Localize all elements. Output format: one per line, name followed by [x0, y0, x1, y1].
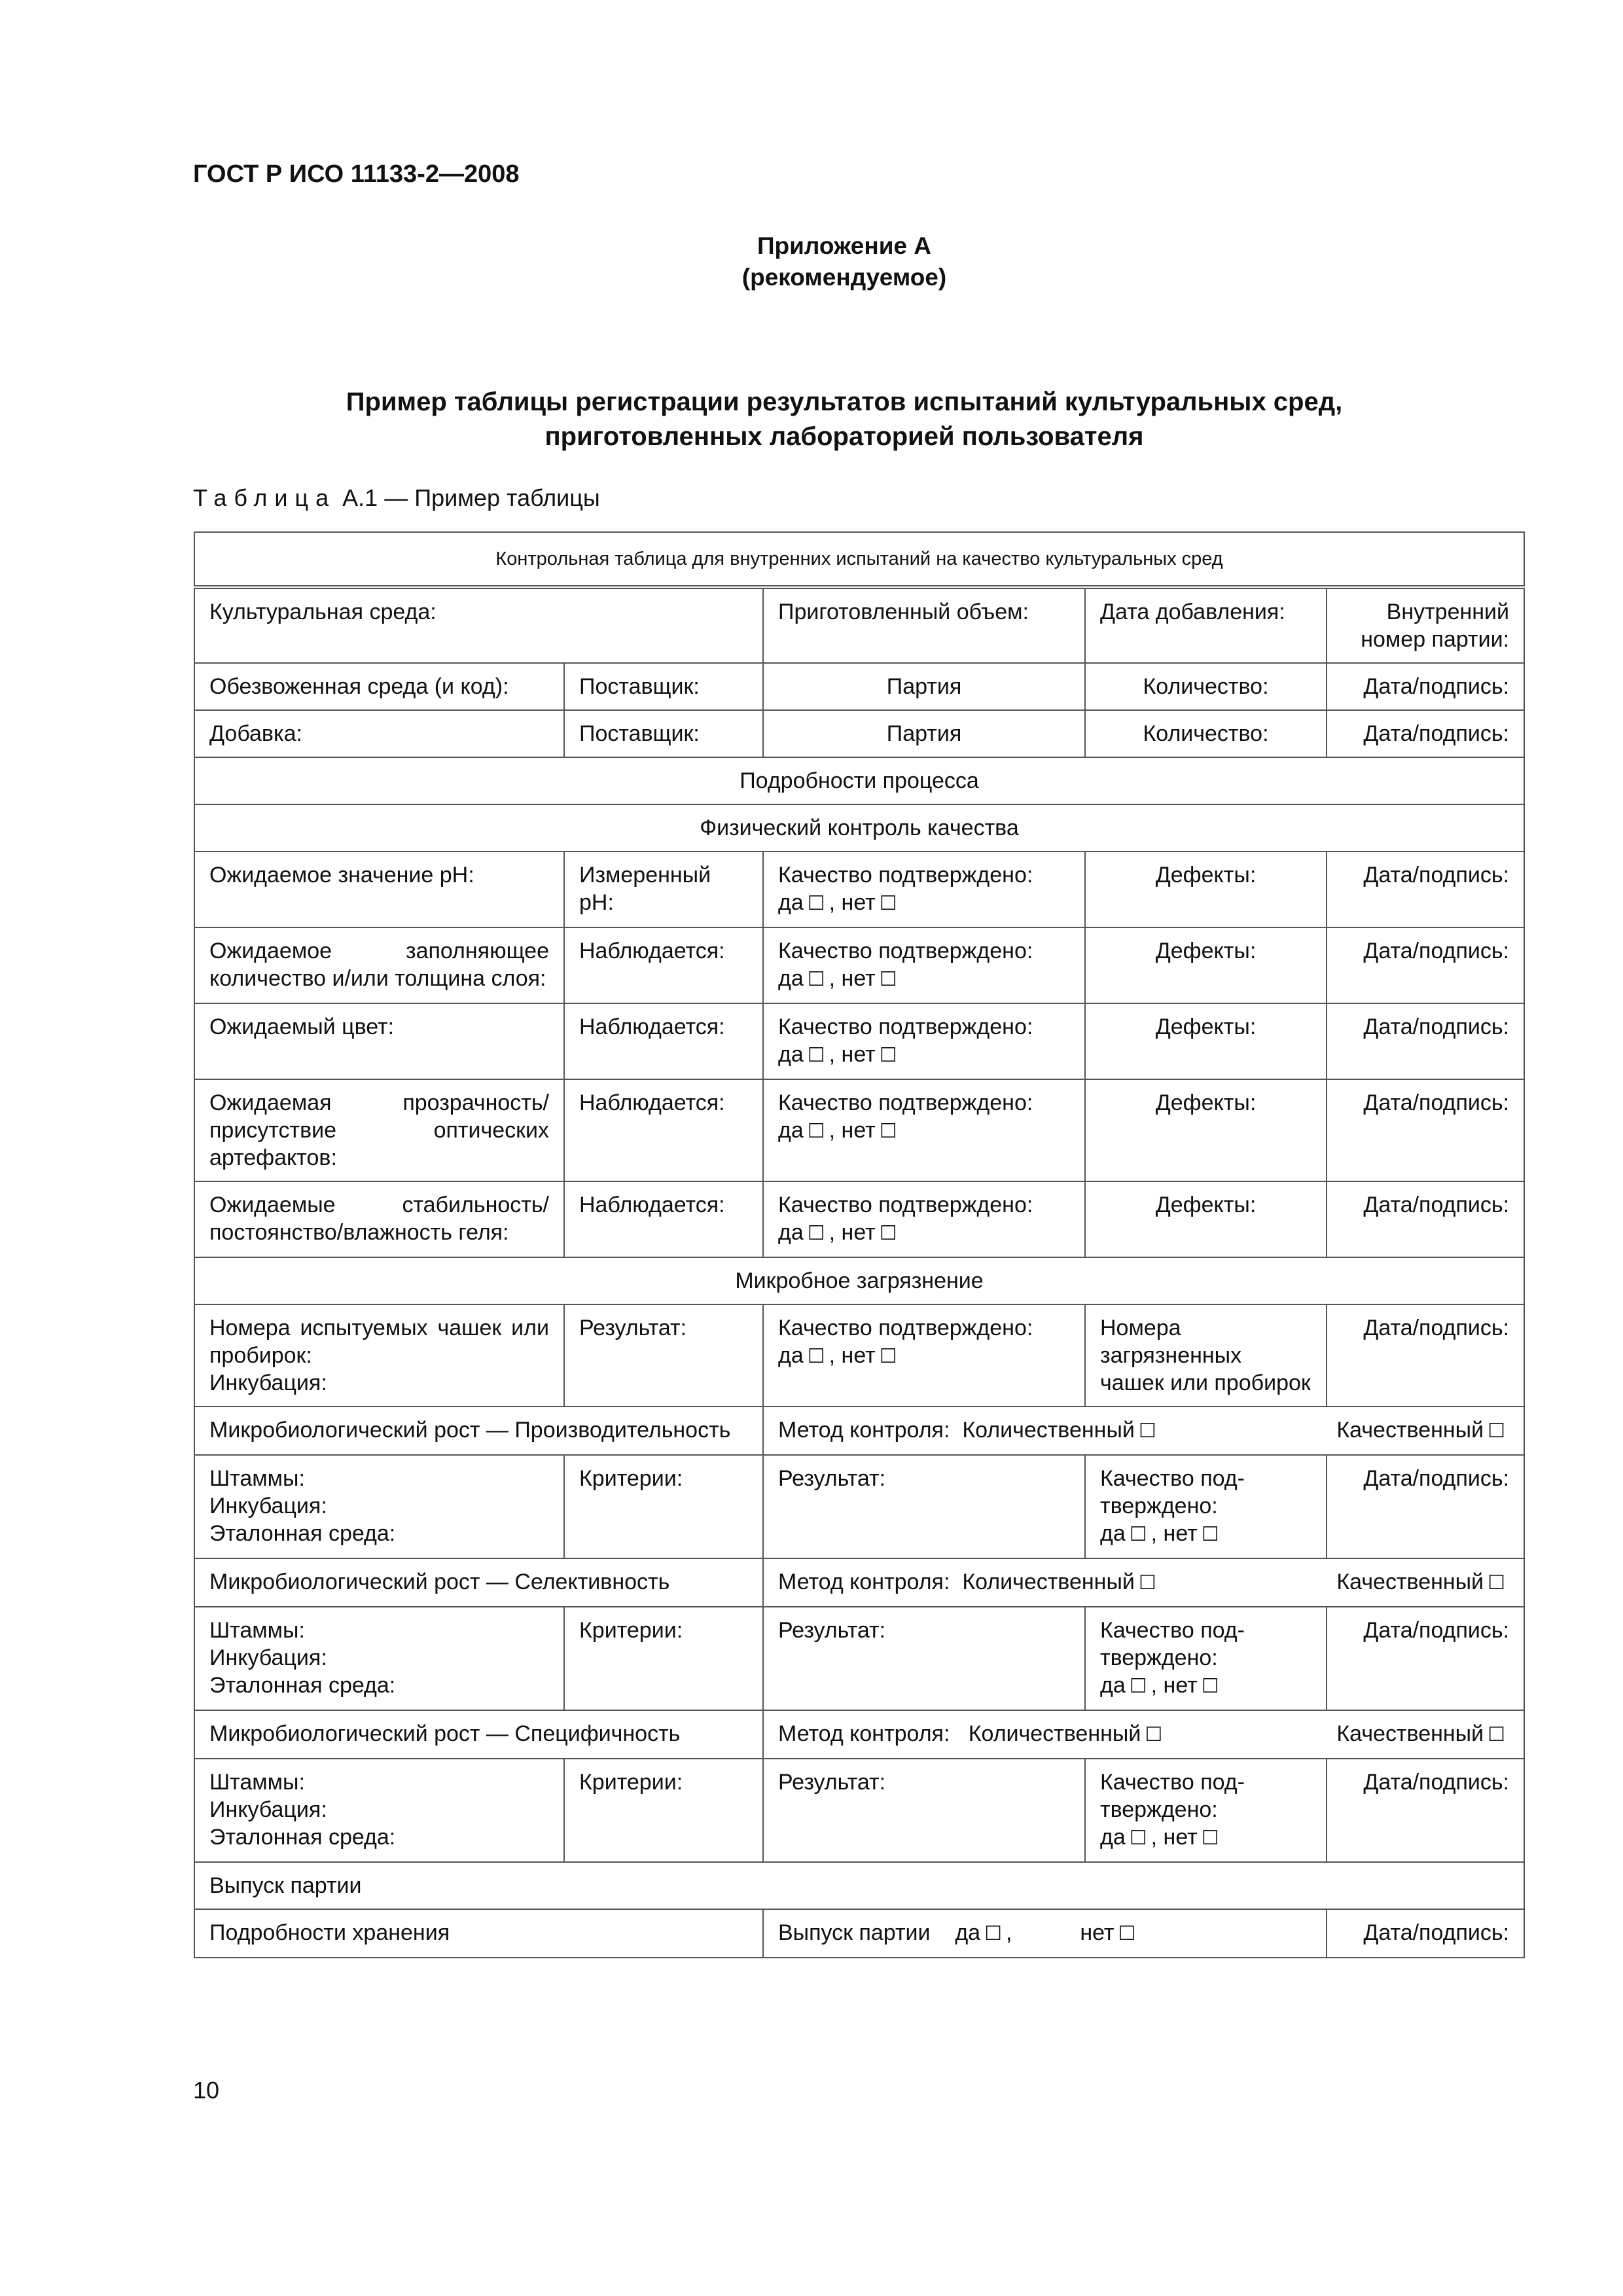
quality-label: Качество подтверждено: — [778, 1316, 1033, 1340]
physical-row — [194, 1003, 1524, 1079]
quality-label: Качество подтверждено: — [778, 939, 1033, 963]
checkbox-icon[interactable]: ☐ — [807, 1120, 825, 1143]
checkbox-icon[interactable]: ☐ — [1201, 1523, 1219, 1546]
storage-row — [194, 1909, 1524, 1958]
dehydrated-label: Обезвоженная среда (и код): — [194, 663, 564, 710]
checkbox-icon[interactable]: ☐ — [879, 1345, 897, 1368]
growth-section-row — [194, 1407, 1524, 1455]
checkbox-icon[interactable]: ☐ — [1145, 1723, 1163, 1746]
yes-label: да — [778, 1118, 804, 1143]
yes-label: да — [778, 1042, 804, 1067]
quality-label: тверждено: — [1100, 1645, 1218, 1670]
yes-label: да — [955, 1920, 981, 1945]
quality-label: Качество под- — [1100, 1770, 1245, 1795]
dehydrated-row — [194, 663, 1524, 710]
quality-confirmed — [763, 1181, 1085, 1257]
checkbox-icon[interactable]: ☐ — [879, 1044, 897, 1067]
control-method-cell — [763, 1558, 1524, 1607]
strain-row — [194, 1607, 1524, 1710]
table-caption-prefix: Таблица — [193, 484, 336, 511]
no-label: , нет — [829, 1343, 876, 1368]
page-number: 10 — [193, 2077, 220, 2104]
yes-label: да — [1100, 1825, 1126, 1850]
date-sign-cell: Дата/подпись: — [1327, 1455, 1524, 1558]
qualitative-label: Качественный — [1336, 1570, 1484, 1594]
date-sign-cell: Дата/подпись: — [1327, 1003, 1524, 1079]
checkbox-icon[interactable]: ☐ — [1201, 1675, 1219, 1698]
checkbox-icon[interactable]: ☐ — [807, 1222, 825, 1245]
date-sign-cell: Дата/подпись: — [1327, 927, 1524, 1003]
strains-label: Штаммы: — [209, 1770, 305, 1795]
quality-label: Качество под- — [1100, 1466, 1245, 1491]
quality-confirmed — [763, 1003, 1085, 1079]
quality-label: Качество под- — [1100, 1618, 1245, 1643]
date-sign-cell: Дата/подпись: — [1327, 1909, 1524, 1958]
result-cell: Результат: — [564, 1304, 763, 1407]
criteria-cell: Критерии: — [564, 1607, 763, 1710]
quality-confirmed — [1085, 1759, 1327, 1862]
checkbox-icon[interactable]: ☐ — [1488, 1420, 1506, 1443]
yes-label: да — [778, 1220, 804, 1245]
no-label: , нет — [829, 1220, 876, 1245]
dehydrated-quantity: Количество: — [1085, 663, 1327, 710]
checkbox-icon[interactable]: ☐ — [807, 892, 825, 915]
checkbox-icon[interactable]: ☐ — [879, 892, 897, 915]
incubation-label: Инкубация: — [209, 1371, 327, 1395]
strain-labels — [194, 1759, 564, 1862]
yes-label: да — [1100, 1521, 1126, 1546]
no-label: , нет — [1150, 1521, 1198, 1546]
incubation-label: Инкубация: — [209, 1797, 327, 1822]
checkbox-icon[interactable]: ☐ — [807, 1044, 825, 1067]
title-line-1: Пример таблицы регистрации результатов испытаний культуральных сред, — [346, 387, 1343, 416]
reference-medium-label: Эталонная среда: — [209, 1521, 396, 1546]
quality-label: Качество подтверждено: — [778, 863, 1033, 888]
microbial-heading: Микробное загрязнение — [194, 1257, 1524, 1304]
checkbox-icon[interactable]: ☐ — [1138, 1420, 1156, 1443]
quality-label: тверждено: — [1100, 1797, 1218, 1822]
additive-label: Добавка: — [194, 710, 564, 757]
quality-label: Качество подтверждено: — [778, 1090, 1033, 1115]
prepared-volume-cell: Приготовленный объем: — [763, 587, 1085, 663]
defects-cell: Дефекты: — [1085, 852, 1327, 927]
microbial-heading-row — [194, 1257, 1524, 1304]
yes-no-line — [778, 965, 1070, 994]
control-method-label: Метод контроля: — [778, 1418, 950, 1443]
microbial-labels — [194, 1304, 564, 1407]
defects-cell: Дефекты: — [1085, 1003, 1327, 1079]
lot-release-cell: Выпуск партии да ☐ , нет ☐ — [763, 1909, 1327, 1958]
result-cell: Результат: — [763, 1455, 1085, 1558]
expected-value: Ожидаемое значение pH: — [194, 852, 564, 927]
tested-plates-label: Номера испытуемых чашек или пробирок: — [209, 1316, 549, 1368]
growth-section-title: Микробиологический рост — Производительность — [194, 1407, 763, 1455]
checkbox-icon[interactable]: ☐ — [1129, 1523, 1147, 1546]
microbial-row — [194, 1304, 1524, 1407]
checkbox-icon[interactable]: ☐ — [1138, 1571, 1156, 1594]
growth-section-row — [194, 1558, 1524, 1607]
process-details-heading: Подробности процесса — [194, 757, 1524, 804]
date-sign-cell: Дата/подпись: — [1327, 1181, 1524, 1257]
title-line-2: приготовленных лабораторией пользователя — [544, 422, 1144, 451]
qualitative-label: Качественный — [1336, 1418, 1484, 1443]
yes-no-line — [778, 1117, 1070, 1145]
no-label: , нет — [829, 966, 876, 991]
defects-cell: Дефекты: — [1085, 1079, 1327, 1181]
observed-value: Наблюдается: — [564, 1181, 763, 1257]
appendix-status: (рекомендуемое) — [741, 264, 947, 291]
quality-confirmed — [763, 1079, 1085, 1181]
dehydrated-supplier: Поставщик: — [564, 663, 763, 710]
physical-control-heading: Физический контроль качества — [194, 804, 1524, 852]
additive-supplier: Поставщик: — [564, 710, 763, 757]
checkbox-icon[interactable]: ☐ — [1488, 1571, 1506, 1594]
quality-label: тверждено: — [1100, 1494, 1218, 1518]
contaminated-plates-cell: Номера загрязненных чашек или пробирок — [1085, 1304, 1327, 1407]
date-sign-cell: Дата/подпись: — [1327, 1607, 1524, 1710]
appendix-title: Приложение А — [757, 232, 932, 259]
observed-value: Наблюдается: — [564, 1079, 763, 1181]
checkbox-icon[interactable]: ☐ — [1129, 1827, 1147, 1850]
defects-cell: Дефекты: — [1085, 1181, 1327, 1257]
control-table — [194, 531, 1525, 1958]
strains-label: Штаммы: — [209, 1618, 305, 1643]
growth-section-title: Микробиологический рост — Специфичность — [194, 1710, 763, 1759]
storage-details-label: Подробности хранения — [194, 1909, 763, 1958]
additive-row — [194, 710, 1524, 757]
expected-value: Ожидаемые стабильность/ постоянство/влажность геля: — [194, 1181, 564, 1257]
strains-label: Штаммы: — [209, 1466, 305, 1491]
dehydrated-date-sign: Дата/подпись: — [1327, 663, 1524, 710]
process-details-row — [194, 757, 1524, 804]
culture-medium-cell: Культуральная среда: — [194, 587, 763, 663]
additive-quantity: Количество: — [1085, 710, 1327, 757]
yes-no-line — [1100, 1672, 1311, 1700]
quality-label: Качество подтверждено: — [778, 1193, 1033, 1217]
date-sign-cell: Дата/подпись: — [1327, 1079, 1524, 1181]
physical-row — [194, 927, 1524, 1003]
table-banner: Контрольная таблица для внутренних испытаний на качество культуральных сред — [194, 532, 1524, 587]
growth-section-row — [194, 1710, 1524, 1759]
incubation-label: Инкубация: — [209, 1645, 327, 1670]
date-sign-cell: Дата/подпись: — [1327, 852, 1524, 927]
yes-no-line — [1100, 1520, 1311, 1549]
page-title — [0, 385, 1623, 454]
additive-date-sign: Дата/подпись: — [1327, 710, 1524, 757]
checkbox-icon[interactable]: ☐ — [984, 1922, 1002, 1945]
reference-medium-label: Эталонная среда: — [209, 1825, 396, 1850]
checkbox-icon[interactable]: ☐ — [1129, 1675, 1147, 1698]
yes-no-line — [778, 1342, 1070, 1371]
result-cell: Результат: — [763, 1607, 1085, 1710]
appendix-heading — [0, 230, 1623, 293]
yes-no-line — [778, 889, 1070, 918]
no-label: , нет — [1150, 1673, 1198, 1698]
checkbox-icon[interactable]: ☐ — [807, 1345, 825, 1368]
table-banner-row — [194, 532, 1524, 587]
strain-labels — [194, 1455, 564, 1558]
date-added-cell: Дата добавления: — [1085, 587, 1327, 663]
checkbox-icon[interactable]: ☐ — [1488, 1723, 1506, 1746]
no-label: нет — [1080, 1920, 1115, 1945]
yes-label: да — [778, 966, 804, 991]
yes-label: да — [1100, 1673, 1126, 1698]
control-method-label: Метод контроля: — [778, 1570, 950, 1594]
physical-control-row — [194, 804, 1524, 852]
defects-cell: Дефекты: — [1085, 927, 1327, 1003]
additive-lot: Партия — [763, 710, 1085, 757]
dehydrated-lot: Партия — [763, 663, 1085, 710]
header-row — [194, 587, 1524, 663]
table-caption-rest: А.1 — Пример таблицы — [342, 484, 600, 511]
criteria-cell: Критерии: — [564, 1455, 763, 1558]
observed-value: Наблюдается: — [564, 1003, 763, 1079]
strain-row — [194, 1455, 1524, 1558]
lot-release-label: Выпуск партии — [778, 1920, 931, 1945]
control-method-label: Метод контроля: — [778, 1721, 950, 1746]
checkbox-icon[interactable]: ☐ — [1201, 1827, 1219, 1850]
quantitative-label: Количественный — [962, 1418, 1135, 1443]
checkbox-icon[interactable]: ☐ — [1118, 1922, 1136, 1945]
strain-row — [194, 1759, 1524, 1862]
strain-labels — [194, 1607, 564, 1710]
table-caption — [193, 484, 600, 512]
quality-confirmed — [763, 1304, 1085, 1407]
lot-release-row — [194, 1862, 1524, 1909]
checkbox-icon[interactable]: ☐ — [879, 1120, 897, 1143]
quantitative-label: Количественный — [962, 1570, 1135, 1594]
checkbox-icon[interactable]: ☐ — [879, 1222, 897, 1245]
reference-medium-label: Эталонная среда: — [209, 1673, 396, 1698]
physical-row — [194, 1181, 1524, 1257]
expected-value: Ожидаемая прозрачность/ присутствие оптических артефактов: — [194, 1079, 564, 1181]
expected-value: Ожидаемое заполняющее количество и/или толщина слоя: — [194, 927, 564, 1003]
lot-release-heading: Выпуск партии — [194, 1862, 1524, 1909]
quality-confirmed — [763, 927, 1085, 1003]
date-sign-cell: Дата/подпись: — [1327, 1304, 1524, 1407]
yes-no-line — [1100, 1823, 1311, 1852]
control-method-cell — [763, 1710, 1524, 1759]
no-label: , нет — [829, 890, 876, 915]
yes-no-line — [778, 1041, 1070, 1069]
internal-lot-cell: Внутренний номер партии: — [1327, 587, 1524, 663]
physical-row — [194, 852, 1524, 927]
incubation-label: Инкубация: — [209, 1494, 327, 1518]
control-method-cell — [763, 1407, 1524, 1455]
quality-confirmed — [1085, 1455, 1327, 1558]
quality-confirmed — [1085, 1607, 1327, 1710]
quality-label: Качество подтверждено: — [778, 1014, 1033, 1039]
date-sign-cell: Дата/подпись: — [1327, 1759, 1524, 1862]
no-label: , нет — [829, 1118, 876, 1143]
quantitative-label: Количественный — [968, 1721, 1141, 1746]
growth-section-title: Микробиологический рост — Селективность — [194, 1558, 763, 1607]
result-cell: Результат: — [763, 1759, 1085, 1862]
yes-label: да — [778, 1343, 804, 1368]
no-label: , нет — [829, 1042, 876, 1067]
qualitative-label: Качественный — [1336, 1721, 1484, 1746]
physical-row — [194, 1079, 1524, 1181]
checkbox-icon[interactable]: ☐ — [879, 968, 897, 991]
yes-no-line — [778, 1219, 1070, 1247]
no-label: , нет — [1150, 1825, 1198, 1850]
checkbox-icon[interactable]: ☐ — [807, 968, 825, 991]
criteria-cell: Критерии: — [564, 1759, 763, 1862]
observed-value: Измеренный pH: — [564, 852, 763, 927]
yes-label: да — [778, 890, 804, 915]
quality-confirmed — [763, 852, 1085, 927]
expected-value: Ожидаемый цвет: — [194, 1003, 564, 1079]
document-code: ГОСТ Р ИСО 11133-2—2008 — [193, 160, 520, 188]
observed-value: Наблюдается: — [564, 927, 763, 1003]
